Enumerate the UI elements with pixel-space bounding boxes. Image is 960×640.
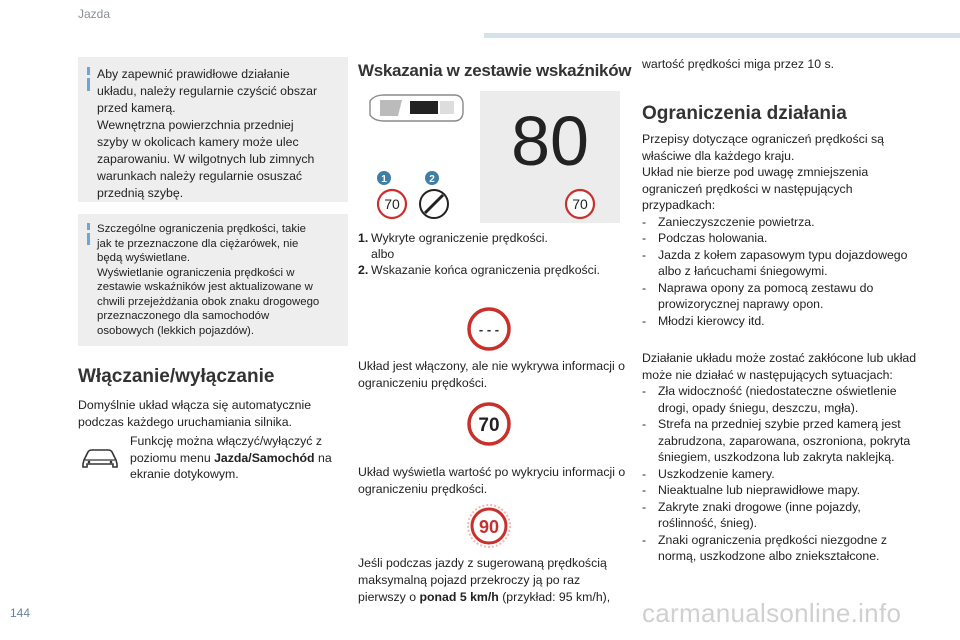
limitations-block-1	[642, 131, 922, 329]
list-item: - Nieaktualne lub nieprawidłowe mapy.	[642, 483, 861, 497]
text-exceed: Jeśli podczas jazdy z sugerowaną prędkością maksymalną pojazd przekroczy ją po raz pierwszy o ponad 5 km/h (przykład: 95 km/h),	[358, 556, 611, 604]
section-heading-limitations: Ograniczenia działania	[642, 103, 847, 124]
indication-list	[358, 230, 628, 278]
note-text: Aby zapewnić prawidłowe działanie układu, należy regularnie czyścić obszar przed kamerą. Wewnętrzna powierzchnia przedniej szyby w okolicach kamery może ulec zaparowaniu. W wilgotnych lub zimnych warunkach należy regularnie osuszać przednią szybę.	[97, 67, 318, 200]
intro-text-3: Działanie układu może zostać zakłócone lub układ może nie działać w następujących sytuacjach:	[642, 351, 917, 382]
list-item: - Podczas holowania.	[642, 231, 768, 245]
note-text: Szczególne ograniczenia prędkości, takie jak te przeznaczone dla ciężarówek, nie będą wyświetlane. Wyświetlanie ograniczenia prędkości w zestawie wskaźników jest aktualizowane w chwili przejeżdżania obok znaku drogowego przeznaczonego dla samochodów osobowych (lekkich pojazdów).	[97, 223, 320, 337]
sign-limit-left: 70	[384, 196, 400, 212]
header-rule	[484, 33, 960, 38]
svg-text:70: 70	[478, 415, 500, 436]
intro-text-2: Układ nie bierze pod uwagę zmniejszenia ograniczeń prędkości w następujących przypadkach:	[642, 165, 869, 212]
list-item: - Zła widoczność (niedostateczne oświetlenie drogi, opady śniegu, deszczu, mgła).	[642, 384, 897, 415]
list-item: - Jazda z kołem zapasowym typu dojazdowego albo z łańcuchami śniegowymi.	[642, 247, 908, 278]
list-item: 2. Wskazanie końca ograniczenia prędkości.	[358, 263, 600, 277]
sign-no-info	[466, 306, 512, 352]
info-bar	[87, 223, 90, 230]
default-text: Domyślnie układ włącza się automatycznie podczas każdego uruchamiania silnika.	[78, 398, 312, 429]
function-text: Funkcję można włączyć/wyłączyć z poziomu menu Jazda/Samochód na ekranie dotykowym.	[130, 434, 332, 481]
list-item: - Uszkodzenie kamery.	[642, 466, 775, 481]
limitations-block-2	[642, 350, 922, 565]
info-note-limits	[78, 214, 348, 346]
section-heading-onoff: Włączanie/wyłączanie	[78, 366, 275, 387]
text-value-shown: Układ wyświetla wartość po wykryciu informacji o ograniczeniu prędkości.	[358, 465, 626, 496]
page-number: 144	[10, 606, 31, 620]
section-heading-indications: Wskazania w zestawie wskaźników	[358, 61, 632, 80]
svg-text:90: 90	[478, 517, 500, 537]
intro-text: Przepisy dotyczące ograniczeń prędkości są właściwe dla każdego kraju.	[642, 132, 884, 163]
watermark: carmanualsonline.info	[642, 598, 902, 628]
list-item: - Zakryte znaki drogowe (inne pojazdy, roślinność, śnieg).	[642, 499, 861, 530]
list-item: 1. Wykryte ograniczenie prędkości. albo	[358, 231, 548, 261]
sign-limit-right: 70	[572, 196, 588, 212]
marker-2: 2	[429, 174, 435, 185]
sign-limit-90-blinking	[466, 503, 512, 549]
list-item: - Strefa na przedniej szybie przed kamerą jest zabrudzona, zaparowana, oszroniona, pokryta śniegiem, uszkodzona lub zakryta naklejką.	[642, 417, 911, 464]
section-header: Jazda	[78, 7, 111, 21]
sign-limit-70	[466, 401, 512, 447]
list-item: - Naprawa opony za pomocą zestawu do prowizorycznej naprawy opon.	[642, 280, 874, 311]
marker-1: 1	[381, 174, 387, 185]
car-icon	[80, 446, 120, 470]
info-bar	[87, 67, 90, 75]
info-bar	[87, 78, 90, 91]
list-item: - Znaki ograniczenia prędkości niezgodne z normą, uszkodzone albo zniekształcone.	[642, 532, 887, 563]
cluster-speed: 80	[511, 102, 589, 180]
info-note-camera	[78, 57, 348, 202]
list-item: - Zanieczyszczenie powietrza.	[642, 214, 815, 229]
svg-text:- - -: - - -	[478, 322, 500, 337]
info-bar	[87, 233, 90, 245]
blink-text: wartość prędkości miga przez 10 s.	[642, 57, 835, 71]
text-no-info: Układ jest włączony, ale nie wykrywa informacji o ograniczeniu prędkości.	[358, 359, 625, 390]
list-item: - Młodzi kierowcy itd.	[642, 313, 765, 328]
instrument-cluster-illustration	[362, 87, 620, 223]
